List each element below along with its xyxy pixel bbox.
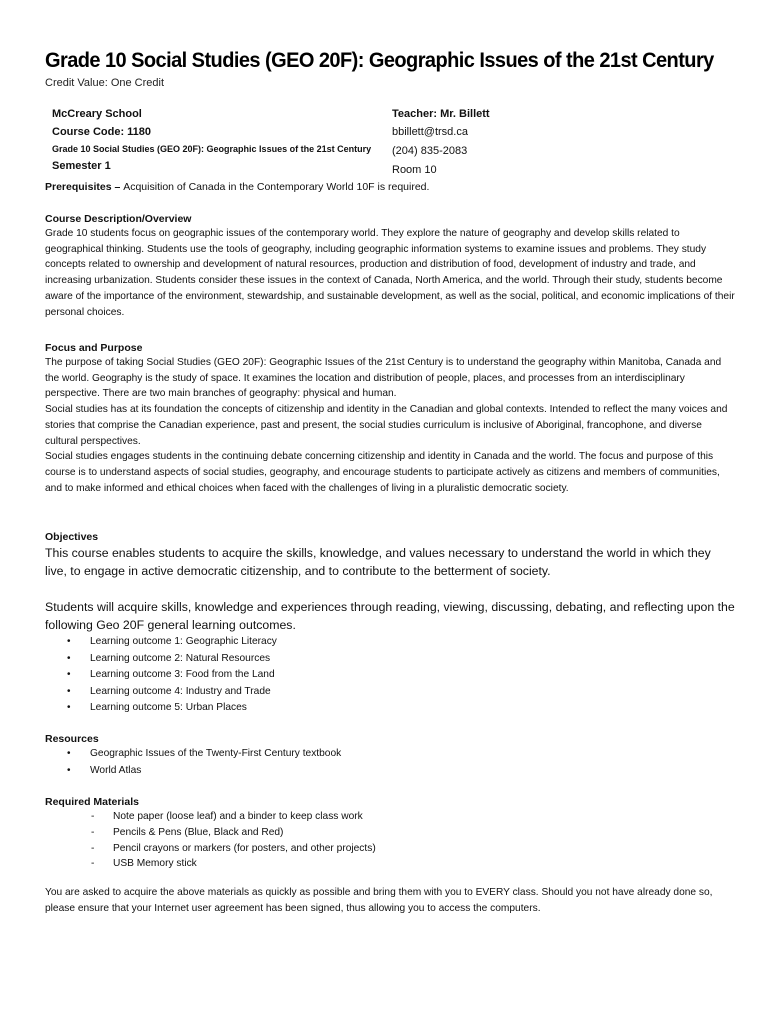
objectives-paragraph-2: Students will acquire skills, knowledge and experiences through reading, viewing, discussing, debating, and reflecting upon the following Geo 20F general learning outcomes.: [45, 600, 735, 632]
resources-heading: Resources: [45, 733, 99, 745]
resources-list: [45, 746, 735, 779]
focus-paragraph-1: The purpose of taking Social Studies (GEO 20F): Geographic Issues of the 21st Century is to understand the geography within Manitoba, Canada and the world. Geography is the study of space. It examines the location and distribution of people, places, and processes from an interdisciplinary perspective. There are two main branches of geography: physical and human.: [45, 357, 722, 400]
course-full-name: Grade 10 Social Studies (GEO 20F): Geographic Issues of the 21st Century: [52, 144, 372, 154]
prerequisites: [45, 181, 429, 193]
prerequisites-text: Acquisition of Canada in the Contemporary World 10F is required.: [123, 181, 430, 193]
list-item: • World Atlas: [45, 763, 735, 780]
learning-outcomes-list: [45, 634, 735, 717]
list-item: - Note paper (loose leaf) and a binder to keep class work: [45, 809, 735, 825]
course-description-section: [45, 212, 735, 320]
list-item: - USB Memory stick: [45, 856, 735, 872]
closing-paragraph: You are asked to acquire the above materials as quickly as possible and bring them with you to EVERY class. Should you not have already done so, please ensure that your Internet user agreement has been signed, thus allowing you to access the computers.: [45, 887, 713, 914]
course-code: Course Code: 1180: [52, 126, 152, 138]
required-materials-heading: Required Materials: [45, 796, 139, 808]
course-description-heading: Course Description/Overview: [45, 213, 192, 225]
list-item: • Geographic Issues of the Twenty-First Century textbook: [45, 746, 735, 763]
credit-value: Credit Value: One Credit: [45, 77, 165, 89]
required-materials-list: [45, 809, 735, 872]
page-title: Grade 10 Social Studies (GEO 20F): Geographic Issues of the 21st Century: [45, 48, 714, 72]
school-name: McCreary School: [52, 108, 142, 120]
focus-purpose-heading: Focus and Purpose: [45, 342, 143, 354]
list-item: • Learning outcome 3: Food from the Land: [45, 667, 735, 684]
list-item: • Learning outcome 2: Natural Resources: [45, 651, 735, 668]
course-description-text: Grade 10 students focus on geographic issues of the contemporary world. They explore the nature of geography and develop skills related to geographical thinking. Students use the tools of geography, including geographic information systems to examine issues and problems. They study concepts related to ownership and development of natural resources, production and distribution of food, development of industry and trade, and increasing urbanization. Students consider these issues in the context of Canada, North America, and the world. Through their study, students become aware of the importance of the environment, stewardship, and sustainable development, as well as the social, political, and economic implications of their personal choices.: [45, 228, 735, 318]
focus-paragraph-3: Social studies engages students in the continuing debate concerning citizenship and identity in Canada and the world. The focus and purpose of this course is to understand aspects of social studies, geography, and encourage students to participate actively as citizens and members of communities, and to make informed and ethical choices when faced with the challenges of living in a pluralistic democratic society.: [45, 451, 720, 494]
focus-purpose-section: [45, 341, 735, 496]
resources-section: [45, 732, 735, 779]
list-item: - Pencil crayons or markers (for posters, and other projects): [45, 841, 735, 857]
list-item: - Pencils & Pens (Blue, Black and Red): [45, 825, 735, 841]
semester: Semester 1: [52, 160, 111, 172]
required-materials-section: [45, 795, 735, 872]
objectives-heading: Objectives: [45, 531, 99, 543]
objectives-section: [45, 530, 735, 717]
teacher-name: Teacher: Mr. Billett: [392, 108, 490, 120]
list-item: • Learning outcome 4: Industry and Trade: [45, 684, 735, 701]
list-item: • Learning outcome 1: Geographic Literacy: [45, 634, 735, 651]
prerequisites-label: Prerequisites –: [45, 181, 124, 193]
objectives-paragraph-1: This course enables students to acquire the skills, knowledge, and values necessary to understand the world in which they live, to engage in active democratic citizenship, and to contribute to the betterment of society.: [45, 546, 711, 578]
closing-section: [45, 885, 735, 916]
list-item: • Learning outcome 5: Urban Places: [45, 700, 735, 717]
room-number: Room 10: [392, 164, 437, 176]
teacher-email: bbillett@trsd.ca: [392, 126, 468, 138]
focus-paragraph-2: Social studies has at its foundation the concepts of citizenship and identity in the Canadian and global contexts. Intended to reflect the many voices and stories that comprise the Canadian experience, past and present, the social studies curriculum is inclusive of Aboriginal, francophone, and diverse cultural perspectives.: [45, 404, 728, 447]
teacher-phone: (204) 835-2083: [392, 145, 468, 157]
